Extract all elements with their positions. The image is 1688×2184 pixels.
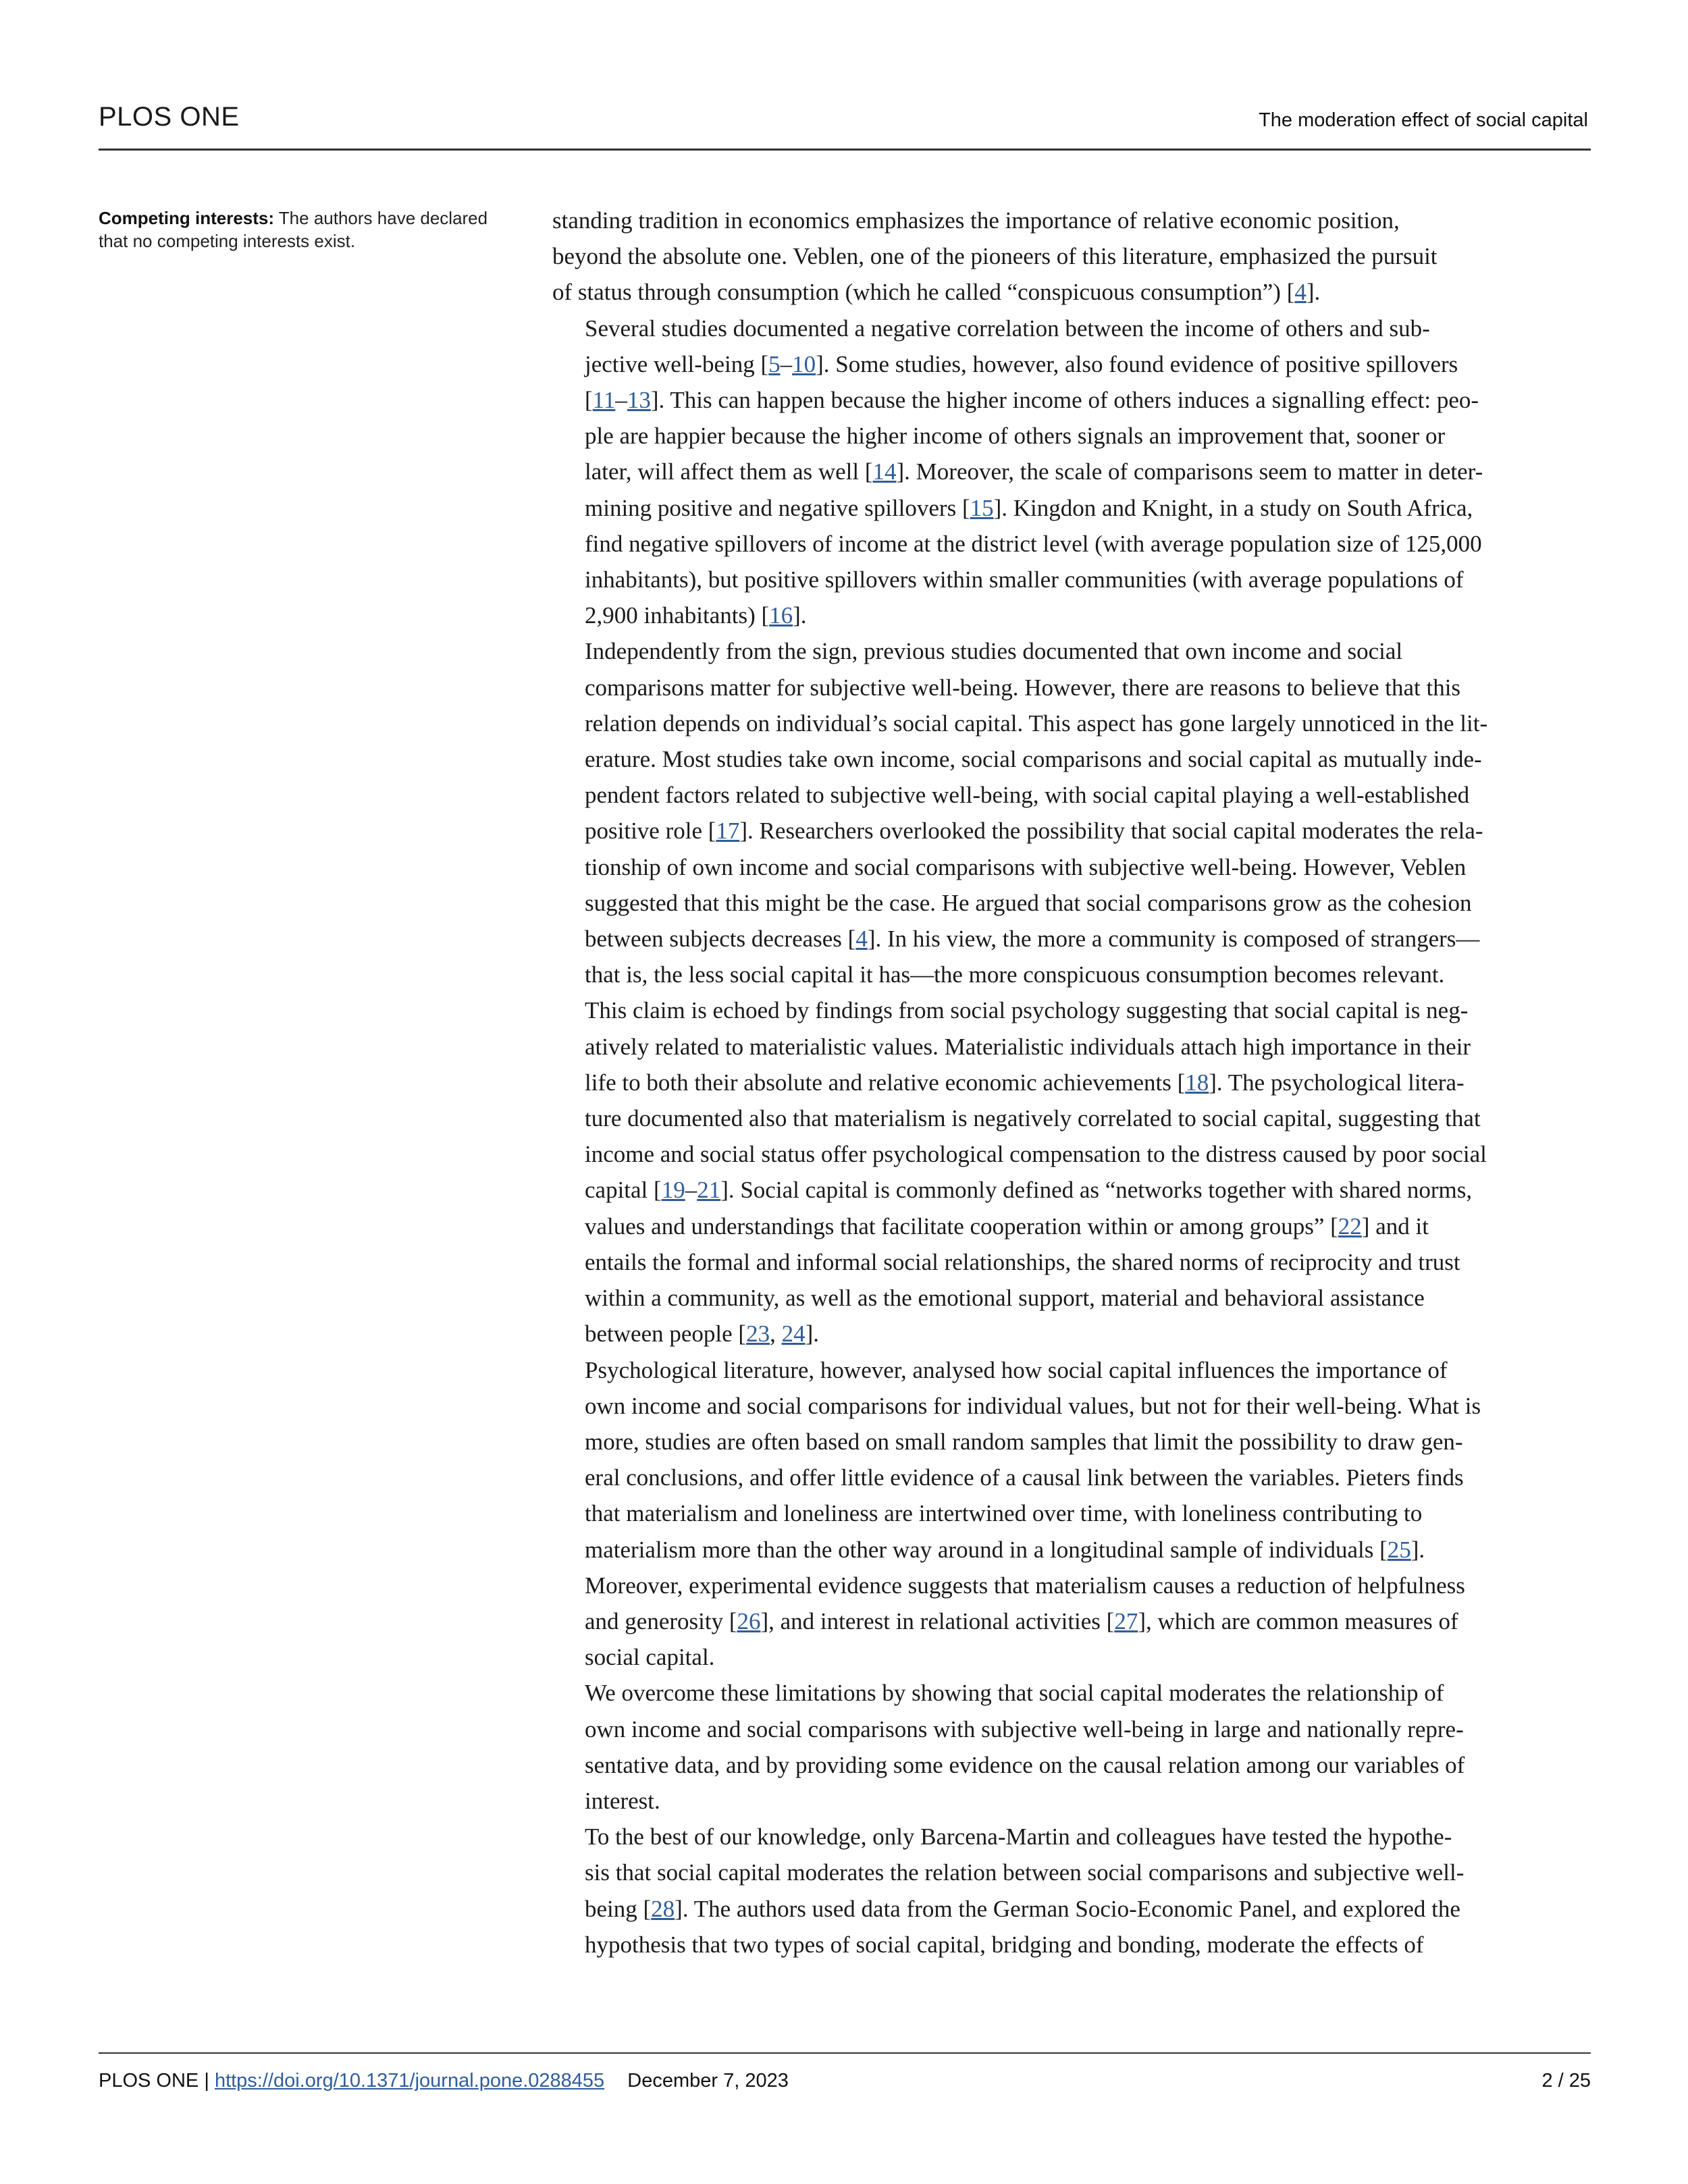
text-line xyxy=(552,813,1591,849)
text-segment: hypothesis that two types of social capital, bridging and bonding, moderate the effects of xyxy=(585,1931,1424,1958)
text-segment: ]. xyxy=(805,1321,819,1348)
text-segment: Psychological literature, however, analysed how social capital influences the importance of xyxy=(585,1356,1448,1383)
text-segment: suggested that this might be the case. He argued that social comparisons grow as the cohesion xyxy=(585,889,1472,916)
text-segment: , xyxy=(770,1321,782,1348)
text-line xyxy=(552,1065,1591,1100)
text-line xyxy=(552,1352,1591,1388)
citation-link[interactable]: 18 xyxy=(1185,1069,1209,1096)
text-line xyxy=(552,382,1591,418)
paragraph xyxy=(552,992,1591,1352)
text-segment: Several studies documented a negative correlation between the income of others and sub- xyxy=(585,315,1430,342)
text-line xyxy=(552,346,1591,382)
text-line xyxy=(552,203,1591,238)
text-segment: tionship of own income and social comparisons with subjective well-being. However, Veblen xyxy=(585,853,1467,880)
text-line xyxy=(552,1603,1591,1639)
text-segment: life to both their absolute and relative economic achievements [ xyxy=(585,1069,1186,1096)
text-line xyxy=(552,670,1591,705)
text-segment: sis that social capital moderates the relation between social comparisons and subjective well- xyxy=(585,1859,1465,1886)
citation-link[interactable]: 11 xyxy=(592,387,616,414)
text-segment: ], and interest in relational activities [ xyxy=(760,1607,1115,1634)
text-segment: of status through consumption (which he called “conspicuous consumption”) [ xyxy=(552,279,1295,306)
text-line xyxy=(552,1172,1591,1208)
text-line xyxy=(552,633,1591,669)
text-line xyxy=(552,1819,1591,1855)
page-number: 2 / 25 xyxy=(1541,2070,1591,2092)
paragraph xyxy=(552,203,1591,311)
text-segment: own income and social comparisons with subjective well-being in large and nationally repre- xyxy=(585,1715,1464,1742)
text-segment: and generosity [ xyxy=(585,1607,737,1634)
citation-link[interactable]: 15 xyxy=(970,494,994,521)
text-segment: own income and social comparisons for individual values, but not for their well-being. What is xyxy=(585,1392,1481,1419)
publication-date: December 7, 2023 xyxy=(627,2070,789,2092)
text-segment: values and understandings that facilitate cooperation within or among groups” [ xyxy=(585,1213,1338,1240)
text-segment: atively related to materialistic values. Materialistic individuals attach high importance in their xyxy=(585,1033,1471,1060)
competing-interests-text: The authors have declared that no competing interests exist. xyxy=(99,208,488,251)
text-line xyxy=(552,1244,1591,1280)
text-segment: find negative spillovers of income at the district level (with average population size of 125,000 xyxy=(585,530,1482,557)
citation-link[interactable]: 5 xyxy=(768,350,781,377)
citation-link[interactable]: 13 xyxy=(627,387,651,414)
citation-link[interactable]: 16 xyxy=(769,602,793,629)
text-segment: ] and it xyxy=(1361,1213,1429,1240)
text-segment: jective well-being [ xyxy=(585,350,769,377)
text-segment: Moreover, experimental evidence suggests that materialism causes a reduction of helpfulness xyxy=(585,1572,1465,1599)
text-line xyxy=(552,1208,1591,1244)
footer-journal: PLOS ONE | xyxy=(99,2070,209,2092)
text-segment: ]. The psychological litera- xyxy=(1209,1069,1465,1096)
header-divider xyxy=(99,149,1591,151)
text-line xyxy=(552,418,1591,454)
text-segment: ]. Some studies, however, also found evidence of positive spillovers xyxy=(816,350,1458,377)
text-line xyxy=(552,1747,1591,1783)
text-segment: ]. Kingdon and Knight, in a study on South Africa, xyxy=(993,494,1473,521)
journal-name: PLOS ONE xyxy=(99,102,240,132)
text-segment: ]. Researchers overlooked the possibility that social capital moderates the rela- xyxy=(739,818,1483,845)
text-line xyxy=(552,1495,1591,1531)
text-segment: 2,900 inhabitants) [ xyxy=(585,602,770,629)
text-segment: erature. Most studies take own income, social comparisons and social capital as mutually inde- xyxy=(585,746,1482,773)
text-segment: standing tradition in economics emphasizes the importance of relative economic position, xyxy=(552,207,1400,234)
text-segment: – xyxy=(780,350,793,377)
text-segment: ]. Moreover, the scale of comparisons seem to matter in deter- xyxy=(896,458,1483,485)
text-segment: ]. xyxy=(1410,1536,1425,1563)
text-line xyxy=(552,1675,1591,1711)
competing-interests-label: Competing interests: xyxy=(99,208,275,228)
text-segment: capital [ xyxy=(585,1177,662,1204)
text-line xyxy=(552,1280,1591,1316)
text-segment: social capital. xyxy=(585,1644,715,1671)
competing-interests-note xyxy=(99,207,517,252)
text-line xyxy=(552,490,1591,526)
text-segment: being [ xyxy=(585,1895,652,1922)
text-segment: ple are happier because the higher income of others signals an improvement that, sooner or xyxy=(585,423,1446,450)
text-line xyxy=(552,274,1591,310)
text-segment: between people [ xyxy=(585,1321,747,1348)
text-segment: eral conclusions, and offer little evidence of a causal link between the variables. Pieters finds xyxy=(585,1464,1464,1491)
paragraph xyxy=(552,1819,1591,1963)
text-line xyxy=(552,885,1591,921)
citation-link[interactable]: 25 xyxy=(1387,1536,1411,1563)
text-line xyxy=(552,597,1591,633)
citation-link[interactable]: 27 xyxy=(1114,1607,1138,1634)
text-line xyxy=(552,992,1591,1028)
text-segment: ]. xyxy=(793,602,807,629)
text-segment: within a community, as well as the emotional support, material and behavioral assistance xyxy=(585,1285,1425,1312)
text-segment: pendent factors related to subjective well-being, with social capital playing a well-established xyxy=(585,782,1470,809)
text-line xyxy=(552,454,1591,489)
text-segment: We overcome these limitations by showing that social capital moderates the relationship of xyxy=(585,1680,1444,1707)
text-segment: between subjects decreases [ xyxy=(585,926,856,953)
text-segment: – xyxy=(685,1177,697,1204)
text-line xyxy=(552,921,1591,957)
text-line xyxy=(552,1568,1591,1603)
text-segment: ]. The authors used data from the German Socio-Economic Panel, and explored the xyxy=(675,1895,1460,1922)
article-body xyxy=(552,203,1591,1963)
text-segment: ]. xyxy=(1306,279,1321,306)
text-line xyxy=(552,311,1591,346)
text-line xyxy=(552,1711,1591,1747)
text-segment: Independently from the sign, previous studies documented that own income and social xyxy=(585,638,1403,665)
text-segment: ]. In his view, the more a community is composed of strangers— xyxy=(867,926,1480,953)
text-line xyxy=(552,957,1591,992)
text-segment: [ xyxy=(585,387,593,414)
text-line xyxy=(552,238,1591,274)
text-segment: comparisons matter for subjective well-being. However, there are reasons to believe that this xyxy=(585,674,1461,701)
text-segment: materialism more than the other way around in a longitudinal sample of individuals [ xyxy=(585,1536,1388,1563)
text-segment: inhabitants), but positive spillovers within smaller communities (with average populations of xyxy=(585,566,1464,593)
citation-link[interactable]: 23 xyxy=(746,1321,770,1348)
text-line xyxy=(552,562,1591,597)
text-line xyxy=(552,1460,1591,1495)
citation-link[interactable]: 22 xyxy=(1338,1213,1362,1240)
footer-divider xyxy=(99,2052,1591,2054)
text-segment: ture documented also that materialism is negatively correlated to social capital, suggesting that xyxy=(585,1105,1481,1132)
citation-link[interactable]: 24 xyxy=(781,1321,806,1348)
paragraph xyxy=(552,1675,1591,1819)
text-line xyxy=(552,1855,1591,1890)
text-line xyxy=(552,1100,1591,1136)
citation-link[interactable]: 10 xyxy=(792,350,816,377)
text-segment: that materialism and loneliness are intertwined over time, with loneliness contributing to xyxy=(585,1500,1423,1527)
text-segment: that is, the less social capital it has—the more conspicuous consumption becomes relevant. xyxy=(585,961,1445,988)
text-segment: entails the formal and informal social relationships, the shared norms of reciprocity and trust xyxy=(585,1248,1460,1275)
text-line xyxy=(552,1532,1591,1568)
paragraph xyxy=(552,1352,1591,1676)
citation-link[interactable]: 21 xyxy=(697,1177,721,1204)
text-line xyxy=(552,849,1591,885)
text-line xyxy=(552,1029,1591,1065)
citation-link[interactable]: 14 xyxy=(872,458,897,485)
page-footer xyxy=(99,2069,1591,2093)
text-line xyxy=(552,1639,1591,1675)
text-segment: This claim is echoed by findings from social psychology suggesting that social capital is neg- xyxy=(585,997,1469,1024)
running-title: The moderation effect of social capital xyxy=(1259,109,1588,131)
text-segment: mining positive and negative spillovers [ xyxy=(585,494,970,521)
text-line xyxy=(552,705,1591,741)
citation-link[interactable]: 26 xyxy=(737,1607,761,1634)
text-line xyxy=(552,1891,1591,1927)
paragraph xyxy=(552,633,1591,992)
text-segment: interest. xyxy=(585,1787,660,1814)
text-line xyxy=(552,526,1591,562)
text-segment: – xyxy=(615,387,627,414)
citation-link[interactable]: 4 xyxy=(1294,279,1307,306)
text-segment: more, studies are often based on small random samples that limit the possibility to draw gen- xyxy=(585,1428,1463,1455)
text-segment: ], which are common measures of xyxy=(1138,1607,1458,1634)
text-segment: income and social status offer psychological compensation to the distress caused by poor social xyxy=(585,1141,1487,1168)
text-line xyxy=(552,1927,1591,1963)
text-segment: later, will affect them as well [ xyxy=(585,458,873,485)
paragraph xyxy=(552,311,1591,634)
text-line xyxy=(552,741,1591,777)
text-line xyxy=(552,1783,1591,1819)
text-line xyxy=(552,1388,1591,1424)
citation-link[interactable]: 19 xyxy=(661,1177,685,1204)
text-line xyxy=(552,777,1591,813)
citation-link[interactable]: 28 xyxy=(651,1895,675,1922)
text-segment: ]. This can happen because the higher income of others induces a signalling effect: peo- xyxy=(650,387,1479,414)
doi-link[interactable]: https://doi.org/10.1371/journal.pone.0288455 xyxy=(214,2070,605,2092)
text-segment: sentative data, and by providing some evidence on the causal relation among our variables of xyxy=(585,1751,1465,1778)
citation-link[interactable]: 4 xyxy=(855,926,868,953)
text-segment: To the best of our knowledge, only Barcena-Martin and colleagues have tested the hypothe- xyxy=(585,1823,1452,1850)
text-line xyxy=(552,1424,1591,1460)
text-line xyxy=(552,1316,1591,1352)
text-segment: ]. Social capital is commonly defined as “networks together with shared norms, xyxy=(720,1177,1473,1204)
text-segment: relation depends on individual’s social capital. This aspect has gone largely unnoticed in the lit- xyxy=(585,710,1488,737)
text-line xyxy=(552,1136,1591,1172)
text-segment: beyond the absolute one. Veblen, one of the pioneers of this literature, emphasized the pursuit xyxy=(552,243,1438,270)
citation-link[interactable]: 17 xyxy=(716,818,740,845)
text-segment: positive role [ xyxy=(585,818,716,845)
